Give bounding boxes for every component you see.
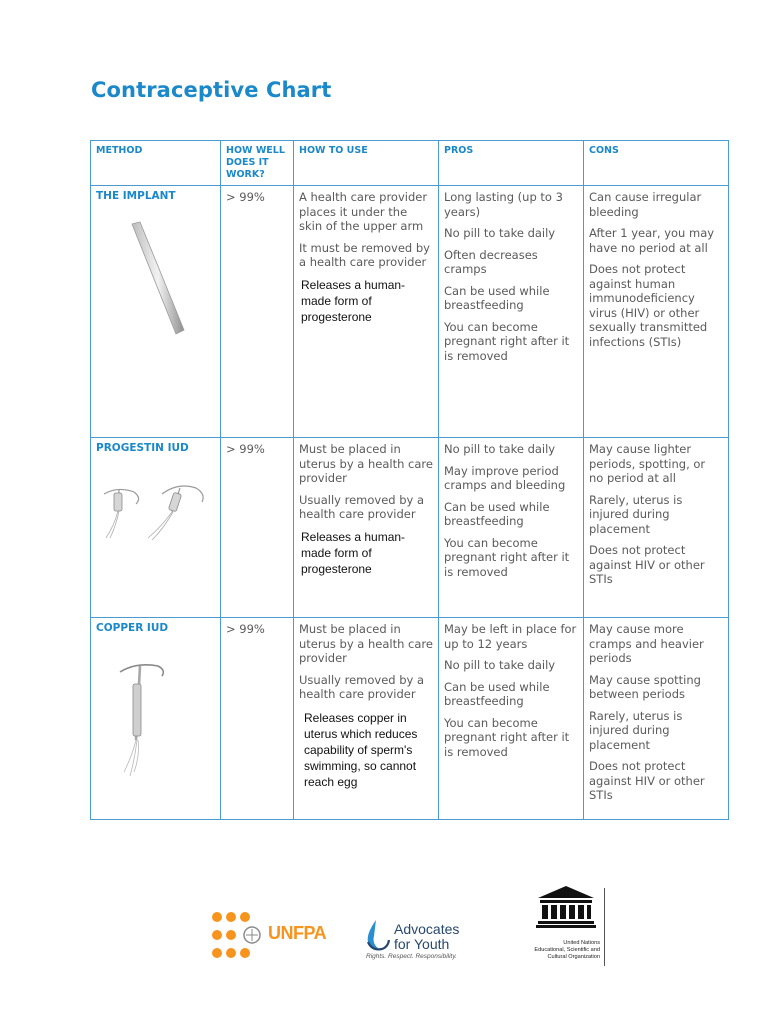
method-name: COPPER IUD <box>96 622 169 634</box>
method-note: Releases a human-made form of progesterone <box>301 277 406 324</box>
pros-cell <box>439 618 584 820</box>
pros-item: No pill to take daily <box>444 658 556 672</box>
cons-item: Can cause irregular bleeding <box>589 190 702 219</box>
pros-cell <box>439 186 584 438</box>
pros-item: You can become pregnant right after it is removed <box>444 535 570 579</box>
unesco-temple-icon <box>534 884 598 928</box>
cons-cell <box>584 438 729 618</box>
cons-item: Does not protect against HIV or other STIs <box>589 759 705 802</box>
cons-item: Does not protect against human immunodeficiency virus (HIV) or other sexually transmitted infections (STIs) <box>589 262 708 349</box>
pros-item: No pill to take daily <box>444 226 556 240</box>
advocates-for-youth-logo <box>362 918 482 968</box>
effectiveness-cell <box>221 186 294 438</box>
cons-item: Rarely, uterus is injured during placement <box>589 708 683 752</box>
method-name: PROGESTIN IUD <box>96 442 189 454</box>
unesco-name <box>520 940 600 960</box>
afy-line2: for Youth <box>394 936 450 952</box>
water-drop-icon <box>362 918 392 952</box>
afy-line1: Advocates <box>394 921 460 937</box>
pros-item: Can be used while breastfeeding <box>444 679 550 708</box>
unfpa-logo <box>210 910 327 960</box>
cons-item: Rarely, uterus is injured during placement <box>589 492 683 536</box>
how-to-use-item: Must be placed in uterus by a health care provider <box>299 622 433 665</box>
table-header-row <box>91 141 729 186</box>
pros-item: Often decreases cramps <box>444 247 538 276</box>
cons-cell <box>584 186 729 438</box>
unfpa-dots-icon <box>210 910 266 960</box>
cons-cell <box>584 618 729 820</box>
method-note: Releases a human-made form of progesterone <box>301 529 406 576</box>
how-to-use-cell <box>294 438 439 618</box>
pros-item: You can become pregnant right after it is removed <box>444 715 570 759</box>
unesco-divider <box>604 888 605 966</box>
table-row <box>91 438 729 618</box>
table-row <box>91 186 729 438</box>
pros-item: Long lasting (up to 3 years) <box>444 190 563 219</box>
cons-item: After 1 year, you may have no period at all <box>589 226 715 255</box>
afy-wordmark <box>394 922 459 952</box>
effectiveness-value: > 99% <box>226 622 265 636</box>
unesco-logo <box>520 884 612 966</box>
header-how-to-use: HOW TO USE <box>294 141 439 186</box>
unesco-line1: United Nations <box>563 940 600 946</box>
header-cons: CONS <box>584 141 729 186</box>
cons-item: May cause spotting between periods <box>589 672 701 701</box>
how-to-use-item: A health care provider places it under the skin of the upper arm <box>299 190 428 233</box>
unesco-line3: Cultural Organization <box>547 953 600 960</box>
pros-item: Can be used while breastfeeding <box>444 499 550 528</box>
how-to-use-item: Usually removed by a health care provider <box>299 492 425 521</box>
pros-item: No pill to take daily <box>444 442 556 456</box>
effectiveness-cell <box>221 618 294 820</box>
pros-item: May be left in place for up to 12 years <box>444 622 577 651</box>
how-to-use-cell <box>294 186 439 438</box>
contraceptive-table <box>90 140 729 820</box>
cons-item: May cause lighter periods, spotting, or no period at all <box>589 442 706 485</box>
pros-cell <box>439 438 584 618</box>
progestin-iud-icon <box>96 464 216 544</box>
header-effectiveness: HOW WELL DOES IT WORK? <box>221 141 294 186</box>
unfpa-wordmark: UNFPA <box>268 923 327 943</box>
unesco-line2: Educational, Scientific and <box>534 946 600 953</box>
how-to-use-item: Must be placed in uterus by a health care provider <box>299 442 433 485</box>
how-to-use-item: It must be removed by a health care provider <box>299 240 430 269</box>
how-to-use-item: Usually removed by a health care provider <box>299 672 425 701</box>
pros-item: May improve period cramps and bleeding <box>444 463 566 492</box>
method-cell <box>91 438 221 618</box>
afy-tagline: Rights. Respect. Responsibility. <box>366 953 457 960</box>
page-title: Contraceptive Chart <box>91 78 332 102</box>
effectiveness-cell <box>221 438 294 618</box>
method-cell <box>91 186 221 438</box>
method-cell <box>91 618 221 820</box>
pros-item: Can be used while breastfeeding <box>444 283 550 312</box>
table-row <box>91 618 729 820</box>
cons-item: Does not protect against HIV or other STIs <box>589 543 705 586</box>
partner-logos <box>0 880 768 970</box>
header-pros: PROS <box>439 141 584 186</box>
implant-rod-icon <box>96 212 206 342</box>
how-to-use-cell <box>294 618 439 820</box>
cons-item: May cause more cramps and heavier periods <box>589 622 704 665</box>
effectiveness-value: > 99% <box>226 190 265 204</box>
copper-iud-icon <box>96 644 206 784</box>
method-note: Releases copper in uterus which reduces capability of sperm's swimming, so cannot reach egg <box>304 710 418 789</box>
method-name: THE IMPLANT <box>96 190 176 202</box>
effectiveness-value: > 99% <box>226 442 265 456</box>
pros-item: You can become pregnant right after it is removed <box>444 319 570 363</box>
header-method: METHOD <box>91 141 221 186</box>
